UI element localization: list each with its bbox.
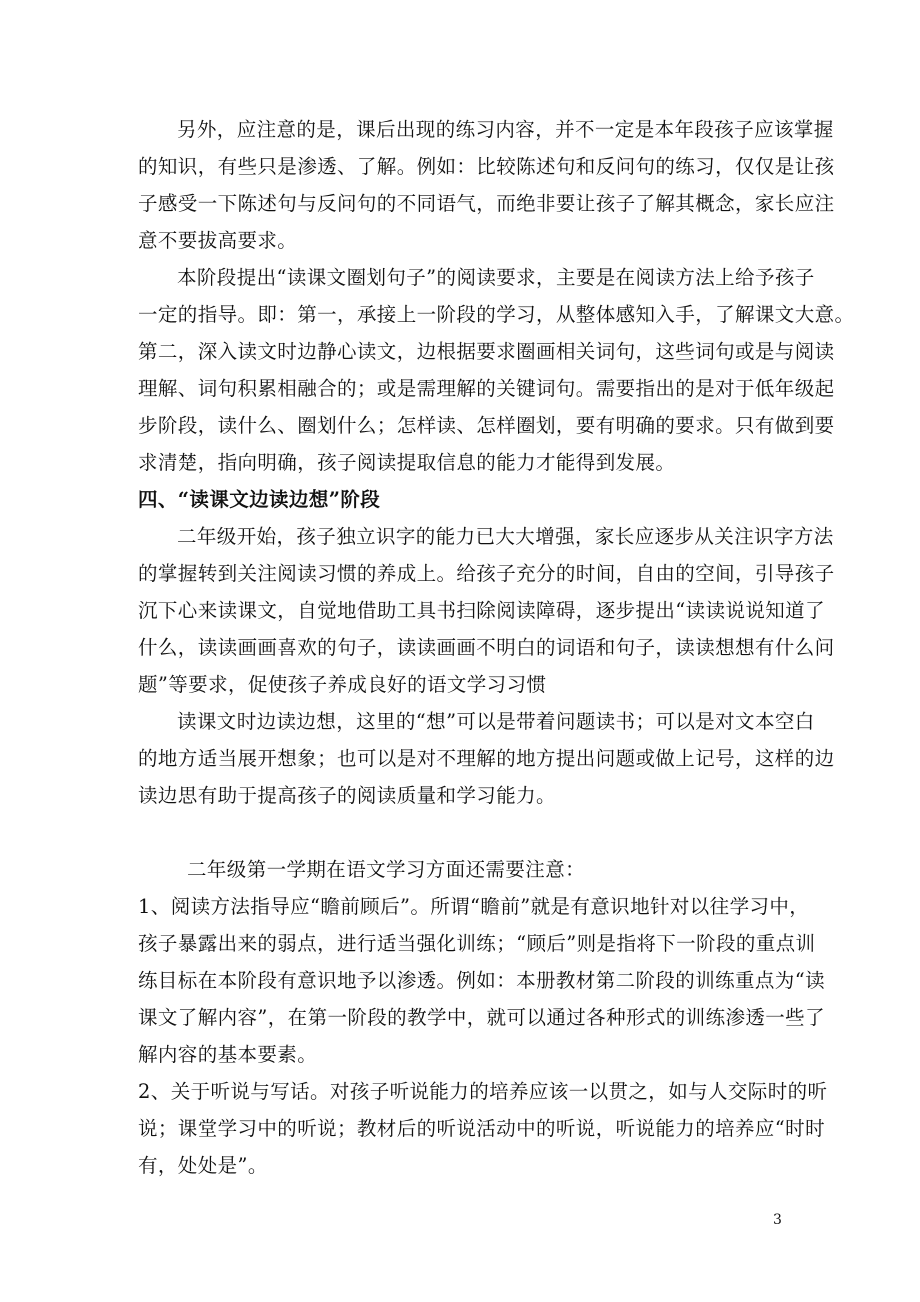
paragraph-3-line-5: 题”等要求，促使孩子养成良好的语文学习习惯 — [138, 673, 547, 696]
item-2-line-3: 有，处处是”。 — [138, 1154, 268, 1177]
paragraph-2-line-4: 理解、词句积累相融合的；或是需理解的关键词句。需要指出的是对于低年级起 — [138, 377, 835, 400]
item-1-line-3: 练目标在本阶段有意识地予以渗透。例如：本册教材第二阶段的训练重点为“读 — [138, 969, 825, 992]
paragraph-4-line-3: 读边思有助于提高孩子的阅读质量和学习能力。 — [138, 784, 556, 807]
paragraph-2-line-5: 步阶段，读什么、圈划什么；怎样读、怎样圈划，要有明确的要求。只有做到要 — [138, 414, 835, 437]
paragraph-2-line-1: 本阶段提出“读课文圈划句子”的阅读要求，主要是在阅读方法上给予孩子 — [177, 266, 815, 289]
paragraph-4-line-2: 的地方适当展开想象；也可以是对不理解的地方提出问题或做上记号，这样的边 — [138, 747, 835, 770]
item-1-line-1: 1、阅读方法指导应“瞻前顾后”。所谓“瞻前”就是有意识地针对以往学习中， — [138, 895, 810, 918]
paragraph-4-line-1: 读课文时边读边想，这里的“想”可以是带着问题读书；可以是对文本空白 — [177, 710, 815, 733]
page-number: 3 — [773, 1212, 782, 1228]
paragraph-2-line-2: 一定的指导。即：第一，承接上一阶段的学习，从整体感知入手，了解课文大意。 — [138, 303, 855, 326]
item-1-line-2: 孩子暴露出来的弱点，进行适当强化训练；“顾后”则是指将下一阶段的重点训 — [138, 932, 816, 955]
item-2-line-2: 说；课堂学习中的听说；教材后的听说活动中的听说，听说能力的培养应“时时 — [138, 1117, 825, 1140]
paragraph-3-line-1: 二年级开始，孩子独立识字的能力已大大增强，家长应逐步从关注识字方法 — [177, 525, 834, 548]
paragraph-1-line-1: 另外，应注意的是，课后出现的练习内容，并不一定是本年段孩子应该掌握 — [177, 118, 834, 141]
paragraph-1-line-4: 意不要拔高要求。 — [138, 229, 298, 252]
item-2-line-1: 2、关于听说与写话。对孩子听说能力的培养应该一以贯之，如与人交际时的听 — [138, 1080, 828, 1103]
paragraph-3-line-4: 什么，读读画画喜欢的句子，读读画画不明白的词语和句子，读读想想有什么问 — [138, 636, 835, 659]
paragraph-2-line-3: 第二，深入读文时边静心读文，边根据要求圈画相关词句，这些词句或是与阅读 — [138, 340, 835, 363]
paragraph-3-line-3: 沉下心来读课文，自觉地借助工具书扫除阅读障碍，逐步提出“读读说说知道了 — [138, 599, 825, 622]
paragraph-1-line-3: 子感受一下陈述句与反问句的不同语气，而绝非要让孩子了解其概念，家长应注 — [138, 192, 835, 215]
paragraph-2-line-6: 求清楚，指向明确，孩子阅读提取信息的能力才能得到发展。 — [138, 451, 676, 474]
paragraph-5-line-1: 二年级第一学期在语文学习方面还需要注意： — [187, 858, 586, 881]
section-heading: 四、“读课文边读边想”阶段 — [138, 488, 381, 511]
item-1-line-4: 课文了解内容”，在第一阶段的教学中，就可以通过各种形式的训练渗透一些了 — [138, 1006, 825, 1029]
paragraph-1-line-2: 的知识，有些只是渗透、了解。例如：比较陈述句和反问句的练习，仅仅是让孩 — [138, 155, 835, 178]
item-1-line-5: 解内容的基本要素。 — [138, 1043, 318, 1066]
paragraph-3-line-2: 的掌握转到关注阅读习惯的养成上。给孩子充分的时间，自由的空间，引导孩子 — [138, 562, 835, 585]
